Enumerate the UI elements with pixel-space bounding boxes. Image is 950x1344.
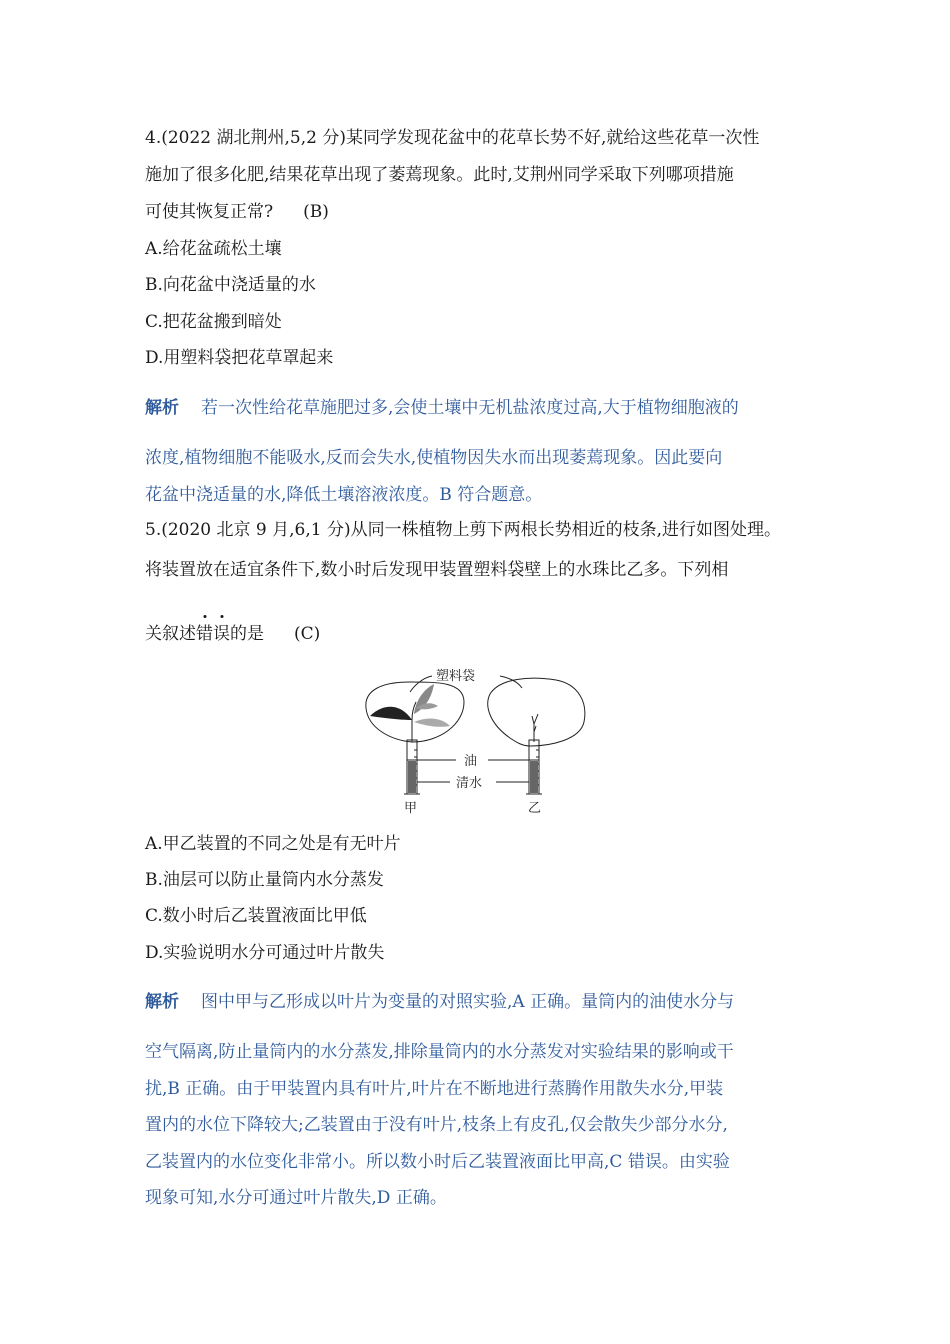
q5-analysis-line-2: 空气隔离,防止量筒内的水分蒸发,排除量筒内的水分蒸发对实验结果的影响或干 bbox=[145, 1042, 734, 1062]
q5-answer: (C) bbox=[294, 624, 321, 644]
q4-stem-line-2: 施加了很多化肥,结果花草出现了萎蔫现象。此时,艾荆州同学采取下列哪项措施 bbox=[145, 165, 734, 185]
q5-option-d: D.实验说明水分可通过叶片散失 bbox=[145, 943, 385, 963]
q5-stem-emphasis-2: 误 bbox=[213, 624, 230, 644]
q5-analysis-line-5: 乙装置内的水位变化非常小。所以数小时后乙装置液面比甲高,C 错误。由实验 bbox=[145, 1152, 730, 1172]
q5-analysis-line-4: 置内的水位下降较大;乙装置由于没有叶片,枝条上有皮孔,仅会散失少部分水分, bbox=[145, 1115, 728, 1135]
experiment-figure bbox=[360, 662, 600, 822]
q5-analysis-label: 解析 bbox=[145, 992, 179, 1012]
q4-option-d: D.用塑料袋把花草罩起来 bbox=[145, 348, 334, 368]
q4-analysis-line-1 bbox=[145, 396, 739, 420]
q4-analysis-line-3: 花盆中浇适量的水,降低土壤溶液浓度。B 符合题意。 bbox=[145, 485, 543, 505]
leaf-dark bbox=[370, 707, 412, 720]
q5-stem-suffix: 的是 bbox=[230, 624, 264, 644]
q4-analysis-line-2: 浓度,植物细胞不能吸水,反而会失水,使植物因失水而出现萎蔫现象。因此要向 bbox=[145, 448, 723, 468]
q5-analysis-line-1 bbox=[145, 990, 734, 1014]
right-water-fill bbox=[530, 761, 538, 793]
q4-analysis-text-1: 若一次性给花草施肥过多,会使土壤中无机盐浓度过高,大于植物细胞液的 bbox=[201, 398, 739, 418]
left-device-label: 甲 bbox=[404, 801, 418, 816]
right-device-label: 乙 bbox=[528, 801, 542, 816]
q5-stem-line-2: 将装置放在适宜条件下,数小时后发现甲装置塑料袋壁上的水珠比乙多。下列相 bbox=[145, 560, 729, 580]
q5-stem-prefix: 关叙述 bbox=[145, 624, 196, 644]
left-water-fill bbox=[408, 761, 416, 793]
q4-analysis-label: 解析 bbox=[145, 398, 179, 418]
q5-analysis-line-3: 扰,B 正确。由于甲装置内具有叶片,叶片在不断地进行蒸腾作用散失水分,甲装 bbox=[145, 1079, 724, 1099]
q4-stem-text: 可使其恢复正常? bbox=[145, 202, 274, 222]
q5-analysis-line-6: 现象可知,水分可通过叶片散失,D 正确。 bbox=[145, 1188, 447, 1208]
q5-option-b: B.油层可以防止量筒内水分蒸发 bbox=[145, 870, 384, 890]
oil-label: 油 bbox=[464, 754, 478, 769]
q5-analysis-text-1: 图中甲与乙形成以叶片为变量的对照实验,A 正确。量筒内的油使水分与 bbox=[201, 992, 735, 1012]
right-plastic-bag bbox=[488, 678, 585, 746]
bag-label: 塑料袋 bbox=[436, 669, 476, 684]
q5-option-c: C.数小时后乙装置液面比甲低 bbox=[145, 906, 367, 926]
q5-stem-line-3 bbox=[145, 622, 320, 646]
q4-stem-line-3 bbox=[145, 200, 329, 224]
water-label: 清水 bbox=[456, 776, 483, 791]
q4-option-a: A.给花盆疏松土壤 bbox=[145, 239, 282, 259]
q5-stem-line-1: 5.(2020 北京 9 月,6,1 分)从同一株植物上剪下两根长势相近的枝条,进行如图处理。 bbox=[145, 520, 782, 540]
q4-option-c: C.把花盆搬到暗处 bbox=[145, 312, 282, 332]
q4-option-b: B.向花盆中浇适量的水 bbox=[145, 275, 316, 295]
q5-stem-emphasis-1: 错 bbox=[196, 624, 213, 644]
leaf-light-2 bbox=[414, 719, 450, 727]
q4-stem-line-1: 4.(2022 湖北荆州,5,2 分)某同学发现花盆中的花草长势不好,就给这些花草一次性 bbox=[145, 128, 760, 148]
q4-answer: (B) bbox=[303, 202, 329, 222]
q5-option-a: A.甲乙装置的不同之处是有无叶片 bbox=[145, 834, 401, 854]
leaf-light-1 bbox=[414, 684, 434, 714]
